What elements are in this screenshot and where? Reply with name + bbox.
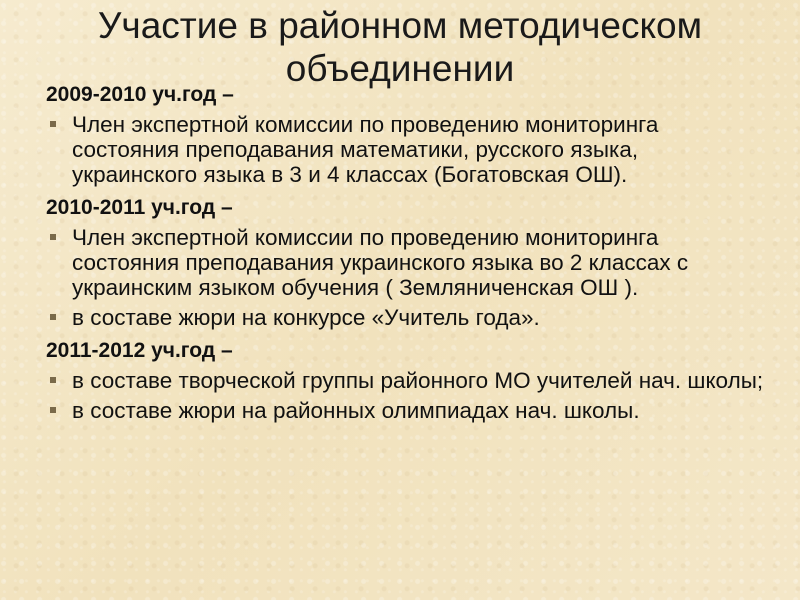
section-2011-2012 — [46, 338, 766, 423]
year-heading: 2009-2010 уч.год – — [46, 83, 234, 106]
square-bullet-icon — [50, 407, 56, 413]
bullet-list — [46, 112, 766, 187]
year-heading: 2011-2012 уч.год – — [46, 339, 233, 362]
square-bullet-icon — [50, 314, 56, 320]
bullet-text: в составе жюри на конкурсе «Учитель года». — [72, 305, 540, 330]
slide-title: Участие в районном методическом объединении — [97, 5, 703, 89]
list-item — [46, 225, 766, 300]
square-bullet-icon — [50, 121, 56, 127]
list-item — [46, 112, 766, 187]
list-item — [46, 305, 766, 330]
list-item — [46, 398, 766, 423]
section-2010-2011 — [46, 195, 766, 330]
bullet-text: Член экспертной комиссии по проведению мониторинга состояния преподавания математики, русского языка, украинского языка в 3 и 4 классах (Богатовская ОШ). — [72, 112, 659, 187]
bullet-text: Член экспертной комиссии по проведению мониторинга состояния преподавания украинского языка во 2 классах с украинским языком обучения ( Земляниченская ОШ ). — [72, 225, 689, 300]
bullet-text: в составе творческой группы районного МО учителей нач. школы; — [72, 368, 764, 393]
square-bullet-icon — [50, 234, 56, 240]
bullet-text: в составе жюри на районных олимпиадах нач. школы. — [72, 398, 640, 423]
bullet-list — [46, 225, 766, 330]
square-bullet-icon — [50, 377, 56, 383]
list-item — [46, 368, 766, 393]
year-heading: 2010-2011 уч.год – — [46, 196, 233, 219]
section-2009-2010 — [46, 82, 766, 187]
slide-content — [46, 82, 766, 431]
bullet-list — [46, 368, 766, 423]
